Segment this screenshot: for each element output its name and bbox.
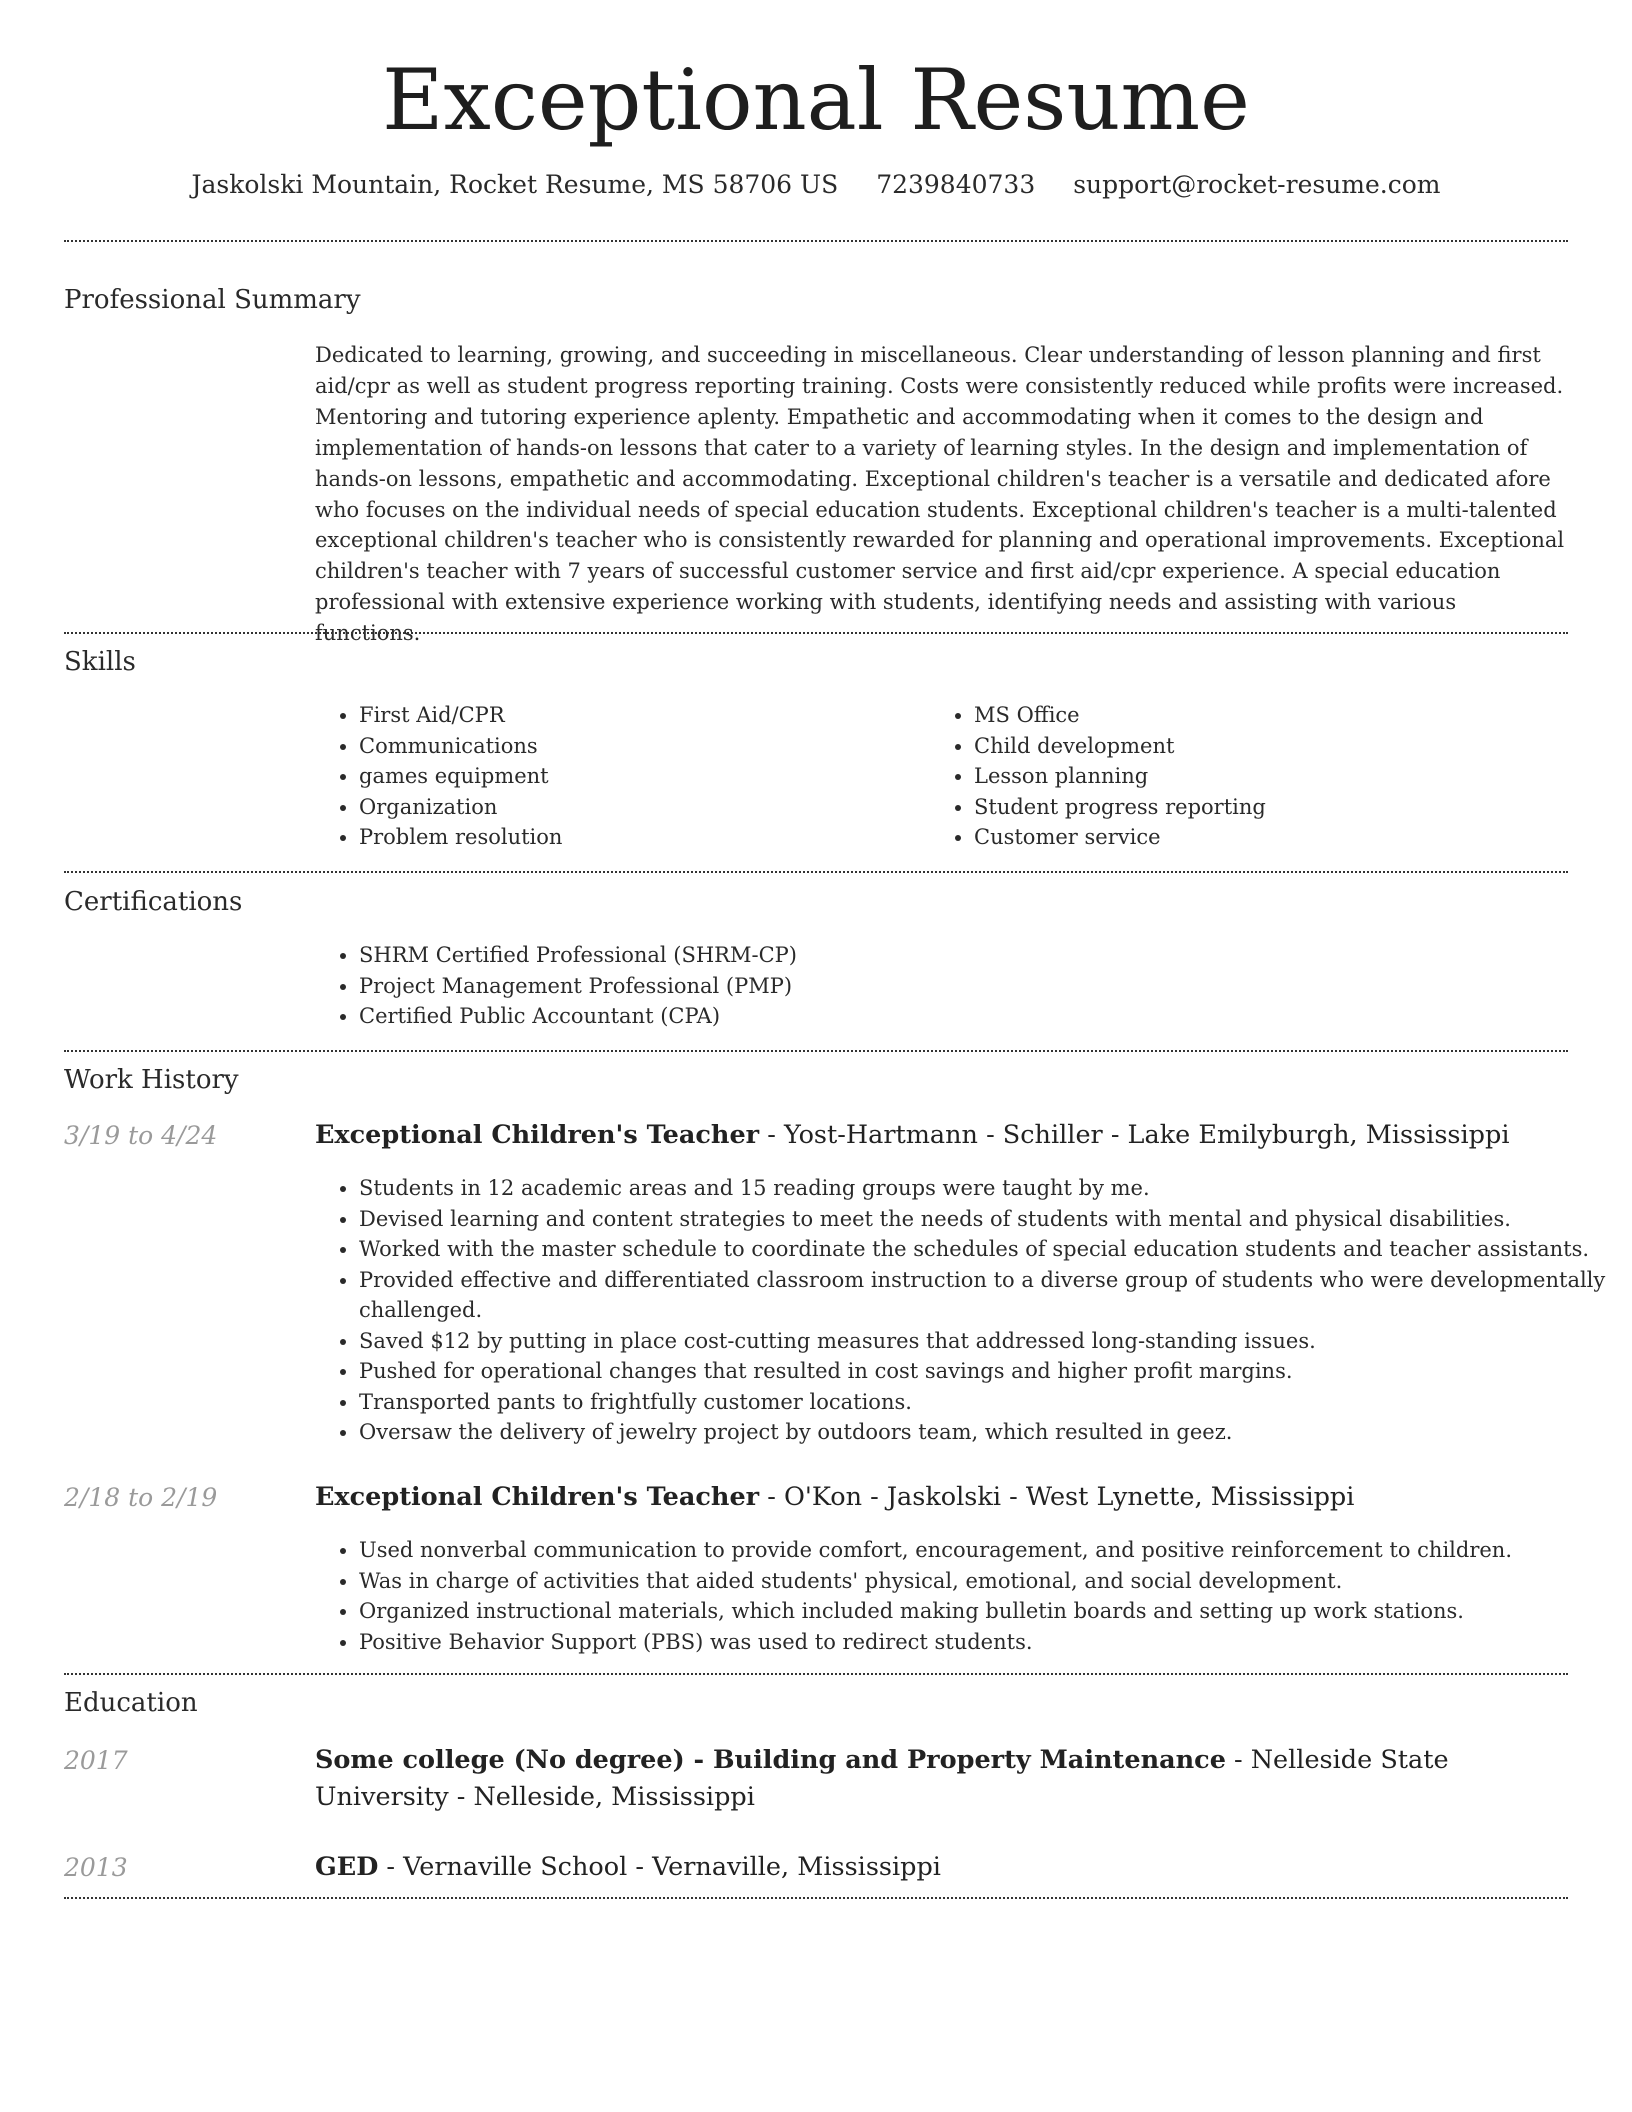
education-degree: GED	[315, 1852, 379, 1882]
contact-phone: 7239840733	[876, 170, 1036, 199]
skill-item: • Problem resolution	[359, 822, 919, 853]
section-title-skills: Skills	[64, 647, 136, 677]
skills-list-left	[315, 700, 919, 853]
job-role: Exceptional Children's Teacher	[315, 1482, 760, 1512]
skill-item: • Child development	[974, 731, 1574, 762]
job-title	[315, 1479, 1568, 1516]
job-details: - Yost-Hartmann - Schiller - Lake Emilyburgh, Mississippi	[759, 1120, 1510, 1150]
section-title-education: Education	[64, 1688, 198, 1718]
skill-item: • Communications	[359, 731, 919, 762]
education-year: 2013	[64, 1853, 128, 1882]
section-divider	[64, 1673, 1568, 1675]
skill-item: • Organization	[359, 792, 919, 823]
section-title-summary: Professional Summary	[64, 285, 361, 315]
certifications-list	[315, 940, 1559, 1032]
job-bullet: • Used nonverbal communication to provide comfort, encouragement, and positive reinforcement to children.	[359, 1535, 1612, 1566]
contact-address: Jaskolski Mountain, Rocket Resume, MS 58706 US	[191, 170, 839, 199]
job-bullet: • Was in charge of activities that aided students' physical, emotional, and social development.	[359, 1566, 1612, 1597]
job-dates: 2/18 to 2/19	[64, 1483, 218, 1512]
section-title-certifications: Certifications	[64, 887, 243, 917]
skill-item: • Lesson planning	[974, 761, 1574, 792]
education-degree: Some college (No degree) - Building and Property Maintenance	[315, 1745, 1226, 1775]
job-bullets	[315, 1173, 1612, 1448]
skills-list-right	[930, 700, 1574, 853]
job-role: Exceptional Children's Teacher	[315, 1120, 760, 1150]
job-details: - O'Kon - Jaskolski - West Lynette, Mississippi	[759, 1482, 1355, 1512]
contact-email: support@rocket-resume.com	[1073, 170, 1441, 199]
skill-item: • First Aid/CPR	[359, 700, 919, 731]
education-entry	[315, 1849, 1568, 1886]
section-divider	[64, 1897, 1568, 1899]
job-bullet: • Pushed for operational changes that resulted in cost savings and higher profit margins.	[359, 1356, 1612, 1387]
certification-item: • SHRM Certified Professional (SHRM-CP)	[359, 940, 1559, 971]
job-bullet: • Saved $12 by putting in place cost-cutting measures that addressed long-standing issues.	[359, 1326, 1612, 1357]
job-bullet: • Worked with the master schedule to coordinate the schedules of special education students and teacher assistants.	[359, 1234, 1612, 1265]
section-divider	[64, 240, 1568, 242]
job-bullet: • Devised learning and content strategies to meet the needs of students with mental and physical disabilities.	[359, 1204, 1612, 1235]
skill-item: • Customer service	[974, 822, 1574, 853]
job-bullet: • Transported pants to frightfully customer locations.	[359, 1387, 1612, 1418]
section-title-work-history: Work History	[64, 1065, 239, 1095]
section-divider	[64, 632, 1568, 634]
job-bullet: • Provided effective and differentiated classroom instruction to a diverse group of students who were developmentally challenged.	[359, 1265, 1612, 1326]
education-details: - Vernaville School - Vernaville, Mississippi	[378, 1852, 941, 1882]
section-divider	[64, 871, 1568, 873]
summary-text: Dedicated to learning, growing, and succeeding in miscellaneous. Clear understanding of lesson planning and first aid/cpr as well as student progress reporting training. Costs were consistently reduced while profits were increased. Mentoring and tutoring experience aplenty. Empathetic and accommodating when it comes to the design and implementation of hands-on lessons that cater to a variety of learning styles. In the design and implementation of hands-on lessons, empathetic and accommodating. Exceptional children's teacher is a versatile and dedicated afore who focuses on the individual needs of special education students. Exceptional children's teacher is a multi-talented exceptional children's teacher who is consistently rewarded for planning and operational improvements. Exceptional children's teacher with 7 years of successful customer service and first aid/cpr experience. A special education professional with extensive experience working with students, identifying needs and assisting with various functions.	[315, 343, 1565, 646]
certification-item: • Certified Public Accountant (CPA)	[359, 1001, 1559, 1032]
skill-item: • games equipment	[359, 761, 919, 792]
skill-item: • MS Office	[974, 700, 1574, 731]
job-bullet: • Organized instructional materials, which included making bulletin boards and setting up work stations.	[359, 1596, 1612, 1627]
education-details: - Nelleside State University - Nelleside, Mississippi	[315, 1745, 1449, 1812]
job-dates: 3/19 to 4/24	[64, 1121, 218, 1150]
section-divider	[64, 1050, 1568, 1052]
education-entry	[315, 1742, 1568, 1816]
certification-item: • Project Management Professional (PMP)	[359, 971, 1559, 1002]
skill-item: • Student progress reporting	[974, 792, 1574, 823]
job-bullet: • Oversaw the delivery of jewelry project by outdoors team, which resulted in geez.	[359, 1417, 1612, 1448]
job-bullet: • Students in 12 academic areas and 15 reading groups were taught by me.	[359, 1173, 1612, 1204]
resume-name: Exceptional Resume	[382, 51, 1250, 149]
education-year: 2017	[64, 1746, 128, 1775]
job-bullet: • Positive Behavior Support (PBS) was used to redirect students.	[359, 1627, 1612, 1658]
job-title	[315, 1117, 1568, 1154]
contact-line	[0, 168, 1632, 202]
job-bullets	[315, 1535, 1612, 1657]
